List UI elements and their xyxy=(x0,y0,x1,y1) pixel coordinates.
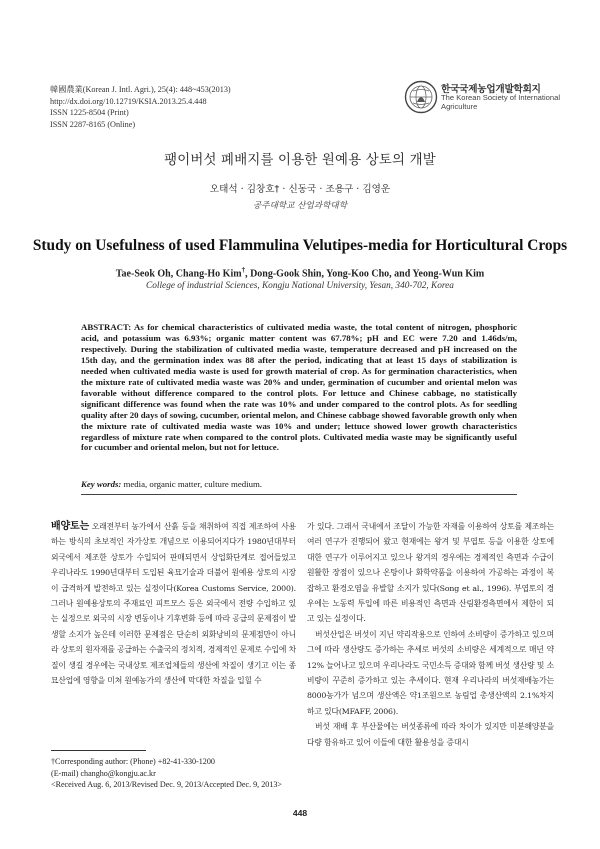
doi-link[interactable]: http://dx.doi.org/10.12719/KSIA.2013.25.4.448 xyxy=(50,96,207,106)
body-left-text: 오래전부터 농가에서 산흙 등을 채취하여 직접 제조하여 사용하는 방식의 초보적인 자가상토 개념으로 이용되어지다가 1980년대부터 외국에서 제조한 상토가 수입되어 판매되면서 상업화단계로 접어들었고 우리나라도 1990년대부터 도입된 육묘기술과 더불어 원예용 상토의 시장이 급격하게 발전하고 있는 실정이다(Korea Customs Service, 2000). 그러나 원예용상토의 주재료인 피트모스 등은 외국에서 전량 수입하고 있는 실정으로 외국의 시장 변동이나 기후변화 등에 따라 공급의 문제점이 발생할 소지가 높은데 이러한 문제점은 단순히 외화낭비의 문제점만이 아니라 상토의 원자재를 공급하는 수출국의 정치적, 경제적인 문제로 수입에 차질이 생길 경우에는 국내상토 제조업체들의 생산에 차질이 생기고 이는 종묘산업에 영향을 미쳐 원예농가의 생산에 막대한 차질을 입힐 수 xyxy=(51,522,296,686)
society-name-english: The Korean Society of International Agriculture xyxy=(441,93,561,111)
body-paragraph: 버섯산업은 버섯이 지닌 약리작용으로 인하여 소비량이 증가하고 있으며 그에 따라 생산량도 증가하는 추세로 버섯의 소비량은 세계적으로 매년 약 12% 늘어나고 있으며 우리나라도 국민소득 증대와 함께 버섯 생산량 및 소비량이 꾸준히 증가하고 있는 추세이다. 현재 우리나라의 버섯재배농가는 8000농가가 넘으며 생산액은 약1조원으로 농림업 총생산액의 2.1%차지하고 있다(MFAFF, 2006). xyxy=(307,629,554,716)
footnote xyxy=(51,756,301,791)
body-column-right xyxy=(307,519,554,750)
title-korean: 팽이버섯 폐배지를 이용한 원예용 상토의 개발 xyxy=(164,153,436,168)
citation-line: 韓國農業(Korean J. Intl. Agri.), 25(4): 448~453(2013) xyxy=(50,85,231,94)
body-lead-word: 배양토는 xyxy=(51,521,90,532)
footnote-email[interactable]: (E-mail) changho@kongju.ac.kr xyxy=(51,768,156,778)
footnote-received: <Received Aug. 6, 2013/Revised Dec. 9, 2013/Accepted Dec. 9, 2013> xyxy=(51,780,282,790)
body-paragraph: 가 있다. 그래서 국내에서 조달이 가능한 자재를 이용하여 상토를 제조하는 여러 연구가 진행되어 왔고 현재에는 왕겨 및 부엽토 등을 이용한 상토에 대한 연구가 이루어지고 있으나 왕겨의 경우에는 경제적인 측면과 수급이 원활한 장점이 있으나 온탕이나 화학약품을 이용하여 가공하는 과정이 복잡하고 환경오염을 유발할 소지가 있다(Song et al., 1996). 부엽토의 경우에는 노동력 투입에 따른 비용적인 측면과 산림환경측면에서 제한이 되고 있는 실정이다. xyxy=(307,522,554,624)
issn-print: ISSN 1225-8504 (Print) xyxy=(50,108,129,118)
society-logo xyxy=(404,80,564,120)
globe-seal-icon xyxy=(404,80,438,114)
corresponding-dagger: † xyxy=(241,266,246,274)
body-column-left xyxy=(51,519,296,688)
authors-korean: 오태석 · 김창호† · 신동국 · 조용구 · 김영운 xyxy=(209,184,391,195)
keywords xyxy=(81,479,517,489)
issn-online: ISSN 2287-8165 (Online) xyxy=(50,119,136,129)
authors-english: Tae-Seok Oh, Chang-Ho Kim†, Dong-Gook Shin, Yong-Koo Cho, and Yeong-Wun Kim xyxy=(115,266,485,280)
footnote-rule xyxy=(51,750,146,751)
body-paragraph: 버섯 재배 후 부산물에는 버섯종류에 따라 차이가 있지만 미분해양분을 다량 함유하고 있어 이들에 대한 활용성을 증대시 xyxy=(307,722,554,747)
abstract: ABSTRACT: As for chemical characteristics of cultivated media waste, the total content of nitrogen, phosphoric acid, and potassium was 6.93%; organic matter content was 67.78%; pH and EC were 7.20 and 1.46ds/m, respectively. During the stabilization of cultivated media waste, temperature decreased and pH increased on the 15th day, and the germination index was 88 after the period, indicating that at least 15 days of stabilization is needed when cultivated media waste is used for growth material of crop. As for germination characteristics, when the mixture rate of cultivated media waste was 20% and under, germination of cucumber and oriental melon was favorable without difference compared to the control plots. For lettuce and Chinese cabbage, no statistically significant difference was found when the rate was 10% and under compared to the control plots. As for seedling quality after 20 days of sowing, cucumber, oriental melon, and Chinese cabbage showed favorable growth only when the mixture rate of cultivated media waste was 10% and under; lettuce showed lower growth characteristics regardless of mixture rate when compared to the control plots. Cultivated media waste may be significantly useful for cucumber and oriental melon, but not for lettuce. xyxy=(81,322,517,453)
keywords-label: Key words: xyxy=(81,479,122,489)
journal-header xyxy=(50,84,231,130)
society-name-korean: 한국국제농업개발학회지 xyxy=(441,84,541,95)
affiliation-korean: 공주대학교 산업과학대학 xyxy=(252,201,348,211)
title-english: Study on Usefulness of used Flammulina Velutipes-media for Horticultural Crops xyxy=(32,237,568,254)
section-divider xyxy=(81,494,517,495)
page-number: 448 xyxy=(292,808,308,818)
keywords-list: media, organic matter, culture medium. xyxy=(121,479,263,489)
footnote-corresponding: †Corresponding author: (Phone) +82-41-330-1200 xyxy=(51,757,215,766)
affiliation-english: College of industrial Sciences, Kongju National University, Yesan, 340-702, Korea xyxy=(146,281,454,291)
